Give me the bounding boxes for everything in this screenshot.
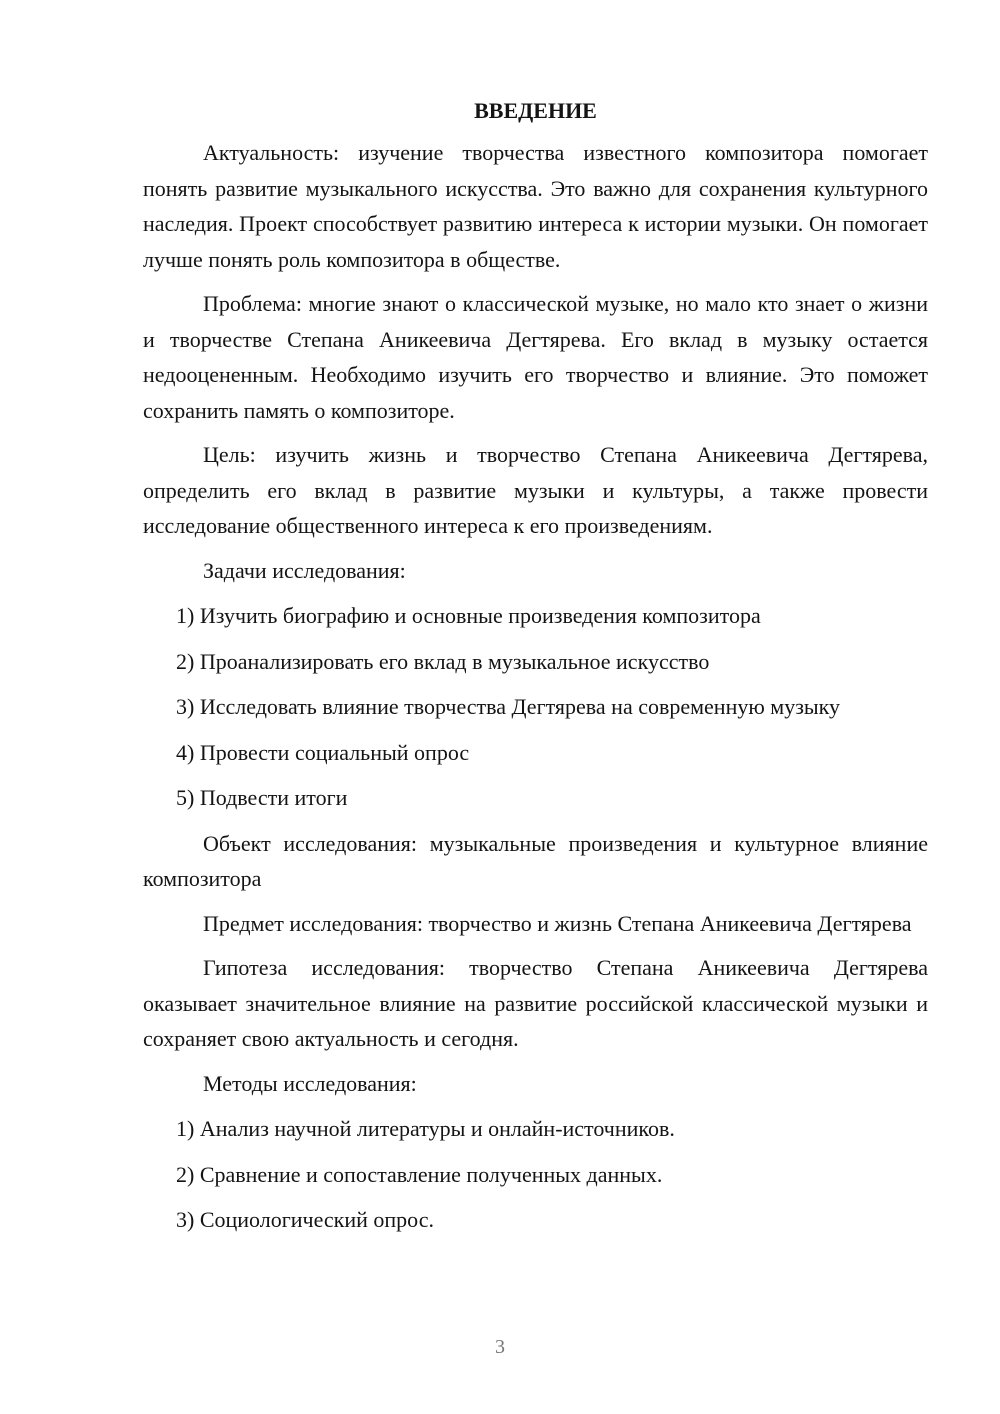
tasks-list [143,598,928,816]
list-item: 3) Исследовать влияние творчества Дегтярева на современную музыку [176,694,841,719]
list-item: 3) Социологический опрос. [176,1207,434,1232]
list-item: 5) Подвести итоги [176,785,348,810]
relevance-paragraph: Актуальность: изучение творчества известного композитора помогает понять развитие музыкального искусства. Это важно для сохранения культурного наследия. Проект способствует развитию интереса к истории музыки. Он помогает лучше понять роль композитора в обществе. [143,140,928,272]
list-item: 2) Проанализировать его вклад в музыкальное искусство [176,648,710,674]
page-title: ВВЕДЕНИЕ [474,98,597,123]
page-body [143,96,928,1248]
methods-heading: Методы исследования: [203,1070,417,1096]
list-item: 1) Изучить биографию и основные произведения композитора [176,603,761,628]
list-item: 4) Провести социальный опрос [176,739,470,765]
page-number: 3 [495,1336,505,1358]
list-item: 1) Анализ научной литературы и онлайн-источников. [176,1116,675,1141]
hypothesis-paragraph: Гипотеза исследования: творчество Степана Аникеевича Дегтярева оказывает значительное влияние на развитие российской классической музыки и сохраняет свою актуальность и сегодня. [143,955,928,1051]
list-item: 2) Сравнение и сопоставление полученных данных. [176,1161,663,1187]
object-paragraph: Объект исследования: музыкальные произведения и культурное влияние композитора [143,830,928,891]
goal-paragraph: Цель: изучить жизнь и творчество Степана Аникеевича Дегтярева, определить его вклад в развитие музыки и культуры, а также провести исследование общественного интереса к его произведениям. [143,442,928,538]
tasks-heading: Задачи исследования: [203,557,406,583]
problem-paragraph: Проблема: многие знают о классической музыке, но мало кто знает о жизни и творчестве Степана Аникеевича Дегтярева. Его вклад в музыку остается недооцененным. Необходимо изучить его творчество и влияние. Это поможет сохранить память о композиторе. [143,291,928,423]
subject-paragraph: Предмет исследования: творчество и жизнь Степана Аникеевича Дегтярева [203,910,912,936]
methods-list [143,1111,928,1238]
